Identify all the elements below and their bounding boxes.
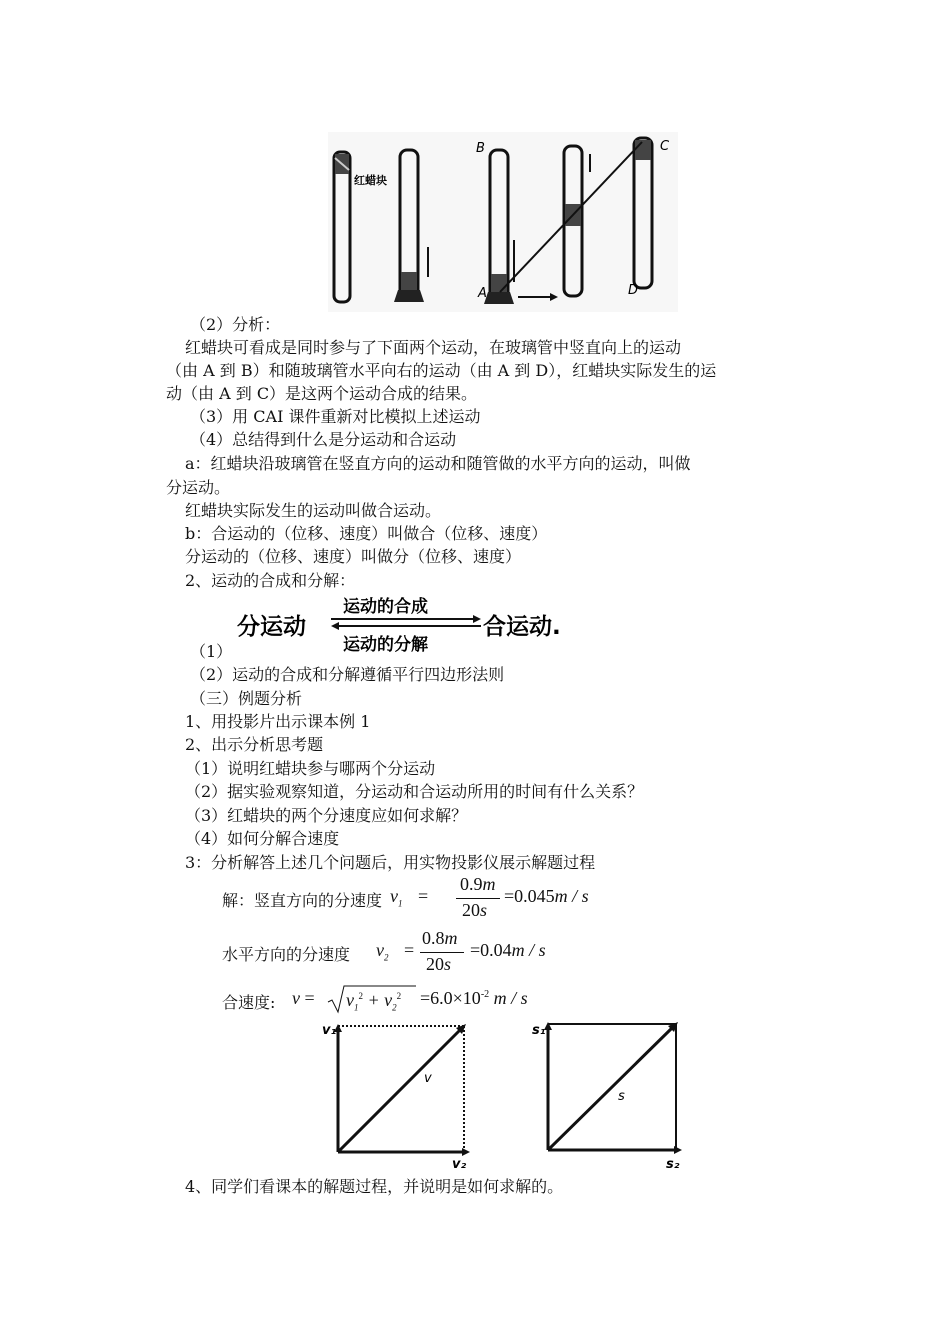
text-line: 分运动的（位移、速度）叫做分（位移、速度） (185, 547, 522, 566)
label-D: D (628, 283, 639, 298)
wax-block-label: 红蜡块 (354, 174, 387, 187)
text-line: （4）总结得到什么是分运动和合运动 (190, 430, 457, 449)
fraction-bar (420, 952, 464, 953)
fraction-denominator: 20s (426, 954, 452, 974)
text-line: 分运动。 (166, 478, 231, 497)
fraction-numerator: 0.9m (460, 874, 496, 894)
text-line: （3）红蜡块的两个分速度应如何求解？ (185, 806, 468, 825)
v2-label: v₂ (452, 1157, 467, 1170)
velocity-vector-diagram (320, 1020, 480, 1170)
s2-label: s₂ (666, 1157, 680, 1170)
equation-resultant: 合速度: v = $v_1^2 + v_2^2$ $=6.0\times 10^{-2}$ m / s (222, 984, 642, 1018)
text-line: （2）运动的合成和分解遵循平行四边形法则 (190, 665, 505, 684)
text-line: b：合运动的（位移、速度）叫做合（位移、速度） (185, 524, 548, 543)
text-line: 动（由 A 到 C）是这两个运动合成的结果。 (166, 384, 478, 403)
label-B: B (476, 141, 485, 156)
eq-prefix: 合速度: (222, 993, 276, 1012)
fraction-bar (456, 898, 500, 899)
eq-prefix: 水平方向的分速度 (222, 945, 351, 964)
v2-symbol: $v_2$ (376, 940, 389, 963)
text-line: a：红蜡块沿玻璃管在竖直方向的运动和随管做的水平方向的运动，叫做 (185, 454, 691, 473)
text-line: 红蜡块实际发生的运动叫做合运动。 (185, 501, 442, 520)
text-line: 3：分析解答上述几个问题后，用实物投影仪展示解题过程 (185, 853, 596, 872)
v-label: v (424, 1071, 432, 1086)
s-label: s (618, 1089, 625, 1104)
v1-symbol: $v_1$ (390, 886, 403, 909)
decomposition-label: 运动的分解 (343, 635, 428, 655)
text-line: （3）用 CAI 课件重新对比模拟上述运动 (190, 407, 481, 426)
label-C: C (660, 139, 670, 154)
text-line: 4、同学们看课本的解题过程，并说明是如何求解的。 (185, 1177, 564, 1196)
synthesis-diagram (235, 592, 585, 656)
text-line: （1）说明红蜡块参与哪两个分运动 (185, 759, 436, 778)
fraction-denominator: 20s (462, 900, 488, 920)
equation-vertical: 解：竖直方向的分速度 $v_1$ = 0.9m 20s =0.045m / s (222, 874, 589, 920)
text-line: 1、用投影片出示课本例 1 (185, 712, 371, 731)
text-line: 2、运动的合成和分解： (185, 571, 356, 590)
fraction-numerator: 0.8m (422, 928, 458, 948)
text-line: （2）据实验观察知道，分运动和合运动所用的时间有什么关系？ (185, 782, 644, 801)
text-line: （2）分析： (190, 315, 281, 334)
s1-label: s₁ (532, 1023, 546, 1038)
eq-prefix: 解：竖直方向的分速度 (222, 891, 383, 910)
text-line: （三）例题分析 (190, 689, 303, 708)
text-line: 2、出示分析思考题 (185, 735, 324, 754)
text-line: （4）如何分解合速度 (185, 829, 340, 848)
resultant-motion-label: 合运动. (483, 614, 561, 640)
displacement-vector-diagram (532, 1020, 692, 1170)
v1-label: v₁ (322, 1023, 337, 1038)
text-line: 红蜡块可看成是同时参与了下面两个运动，在玻璃管中竖直向上的运动 (185, 338, 682, 357)
equation-horizontal: 水平方向的分速度 $v_2$ = 0.8m 20s =0.04m / s (222, 928, 546, 974)
tube-experiment-figure (328, 132, 678, 312)
text-line: （1） (190, 642, 233, 661)
sub-motion-label: 分运动 (237, 614, 306, 640)
label-A: A (478, 286, 487, 301)
synthesis-label: 运动的合成 (343, 597, 428, 617)
text-line: （由 A 到 B）和随玻璃管水平向右的运动（由 A 到 D），红蜡块实际发生的运 (166, 361, 717, 380)
